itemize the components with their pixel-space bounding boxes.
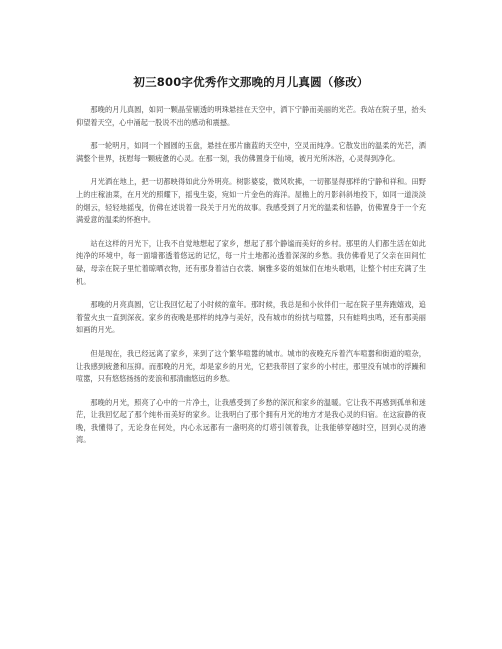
paragraph-3: 月光洒在地上，把一切都映得如此分外明亮。树影婆娑，微风吹拂，一切都显得那样的宁静和祥和。田野上的庄稼油菜，在月光的照耀下，摇曳生姿，宛如一片金色的海洋。屋檐上的月影斜斜地投下，如同一道淡淡的烟云，轻轻地摇曳，仿佛在述说着一段关于月光的故事。我感受到了月光的温柔和恬静，仿佛置身于一个充满爱意的温柔的怀抱中。 bbox=[76, 177, 426, 225]
paragraph-2: 那一轮明月，如同一个圆圆的玉盘，悬挂在那片幽蓝的天空中，空灵而纯净。它散发出的温柔的光芒，洒满整个世界，抚慰每一颗疲惫的心灵。在那一刻，我仿佛置身于仙境，被月光所沐浴，心灵得到净化。 bbox=[76, 141, 426, 163]
paragraph-4: 站在这样的月光下，让我不自觉地想起了家乡，想起了那个静谧而美好的乡村。那里的人们都生活在如此纯净的环境中，每一面墙都透着悠远的记忆，每一片土地都沁透着深深的乡愁。我仿佛看见了父亲在田间忙碌，母亲在院子里忙着晾晒衣物，还有那身着洁白衣裳、娴雅多姿的姐妹们在地头歌唱，让整个村庄充满了生机。 bbox=[76, 238, 426, 286]
paragraph-5: 那晚的月亮真圆，它让我回忆起了小时候的童年。那时候，我总是和小伙伴们一起在院子里奔跑嬉戏，追着萤火虫一直到深夜。家乡的夜晚是那样的纯净与美好，没有城市的纷扰与喧嚣，只有蛙鸣虫鸣，还有那美丽如画的月光。 bbox=[76, 300, 426, 335]
paragraph-7: 那晚的月光，照亮了心中的一片净土，让我感受到了乡愁的深沉和家乡的温暖。它让我不再感到孤单和迷茫，让我回忆起了那个纯朴而美好的家乡。让我明白了那个拥有月光的地方才是我心灵的归宿。在这寂静的夜晚，我懂得了，无论身在何处，内心永远都有一盏明亮的灯塔引领着我，让我能够穿越时空，回到心灵的港湾。 bbox=[76, 397, 426, 445]
paragraph-6: 但是现在，我已经远离了家乡，来到了这个繁华喧嚣的城市。城市的夜晚充斥着汽车喧嚣和街道的喧杂，让我感到疲惫和压抑。而那晚的月光，却是家乡的月光，它把我带回了家乡的小村庄，那里没有城市的浮躁和喧嚣，只有悠悠扬扬的麦浪和那清幽悠远的乡愁。 bbox=[76, 348, 426, 384]
paragraph-1: 那晚的月儿真圆，如同一颗晶莹剔透的明珠悬挂在天空中，洒下宁静而美丽的光芒。我站在院子里，抬头仰望着天空，心中涌起一股说不出的感动和震撼。 bbox=[76, 105, 426, 127]
document-title: 初三800字优秀作文那晚的月儿真圆（修改） bbox=[133, 75, 369, 89]
